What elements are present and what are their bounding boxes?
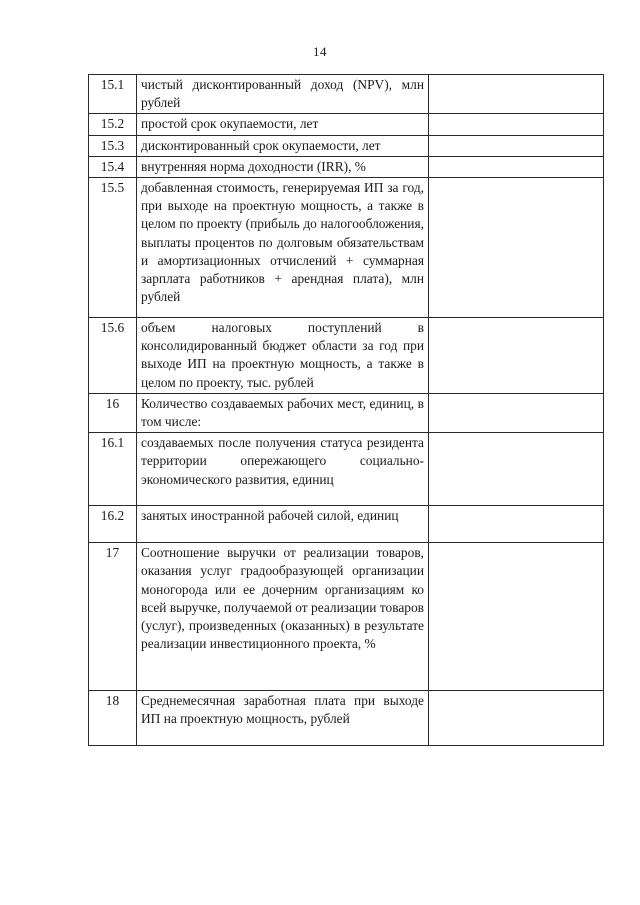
row-description: чистый дисконтированный доход (NPV), млн рублей	[137, 75, 429, 114]
table-row	[89, 114, 604, 135]
table-row	[89, 156, 604, 177]
row-description: Среднемесячная заработная плата при выходе ИП на проектную мощность, рублей	[137, 691, 429, 746]
row-number: 16.1	[89, 433, 137, 506]
row-number: 17	[89, 543, 137, 691]
table-row	[89, 393, 604, 432]
row-value-cell[interactable]	[429, 114, 604, 135]
row-number: 15.1	[89, 75, 137, 114]
row-description: создаваемых после получения статуса резидента территории опережающего социально-экономического развития, единиц	[137, 433, 429, 506]
table-row	[89, 506, 604, 543]
row-value-cell[interactable]	[429, 178, 604, 318]
table-row	[89, 178, 604, 318]
table-row	[89, 318, 604, 394]
row-description: Соотношение выручки от реализации товаров, оказания услуг градообразующей организации моногорода или ее дочерним организациям ко всей выручке, получаемой от реализации товаров (услуг), произведенных (оказанных) в результате реализации инвестиционного проекта, %	[137, 543, 429, 691]
table-row	[89, 691, 604, 746]
page-number: 14	[313, 44, 327, 59]
table-row	[89, 75, 604, 114]
table-row	[89, 135, 604, 156]
row-value-cell[interactable]	[429, 318, 604, 394]
row-description: занятых иностранной рабочей силой, единиц	[137, 506, 429, 543]
indicators-table	[88, 74, 604, 746]
row-value-cell[interactable]	[429, 433, 604, 506]
row-number: 15.2	[89, 114, 137, 135]
row-number: 15.4	[89, 156, 137, 177]
row-value-cell[interactable]	[429, 135, 604, 156]
row-value-cell[interactable]	[429, 156, 604, 177]
row-value-cell[interactable]	[429, 75, 604, 114]
row-value-cell[interactable]	[429, 543, 604, 691]
row-number: 18	[89, 691, 137, 746]
row-description: внутренняя норма доходности (IRR), %	[137, 156, 429, 177]
row-value-cell[interactable]	[429, 506, 604, 543]
row-value-cell[interactable]	[429, 393, 604, 432]
row-number: 15.6	[89, 318, 137, 394]
row-description: простой срок окупаемости, лет	[137, 114, 429, 135]
table-row	[89, 543, 604, 691]
row-description: Количество создаваемых рабочих мест, единиц, в том числе:	[137, 393, 429, 432]
row-number: 16	[89, 393, 137, 432]
row-number: 16.2	[89, 506, 137, 543]
row-description: объем налоговых поступлений в консолидированный бюджет области за год при выходе ИП на проектную мощность, а также в целом по проекту, тыс. рублей	[137, 318, 429, 394]
row-description: дисконтированный срок окупаемости, лет	[137, 135, 429, 156]
table-row	[89, 433, 604, 506]
row-number: 15.3	[89, 135, 137, 156]
row-description: добавленная стоимость, генерируемая ИП за год, при выходе на проектную мощность, а также в целом по проекту (прибыль до налогообложения, выплаты процентов по долговым обязательствам и амортизационных отчислений + суммарная зарплата работников + арендная плата), млн рублей	[137, 178, 429, 318]
row-number: 15.5	[89, 178, 137, 318]
row-value-cell[interactable]	[429, 691, 604, 746]
